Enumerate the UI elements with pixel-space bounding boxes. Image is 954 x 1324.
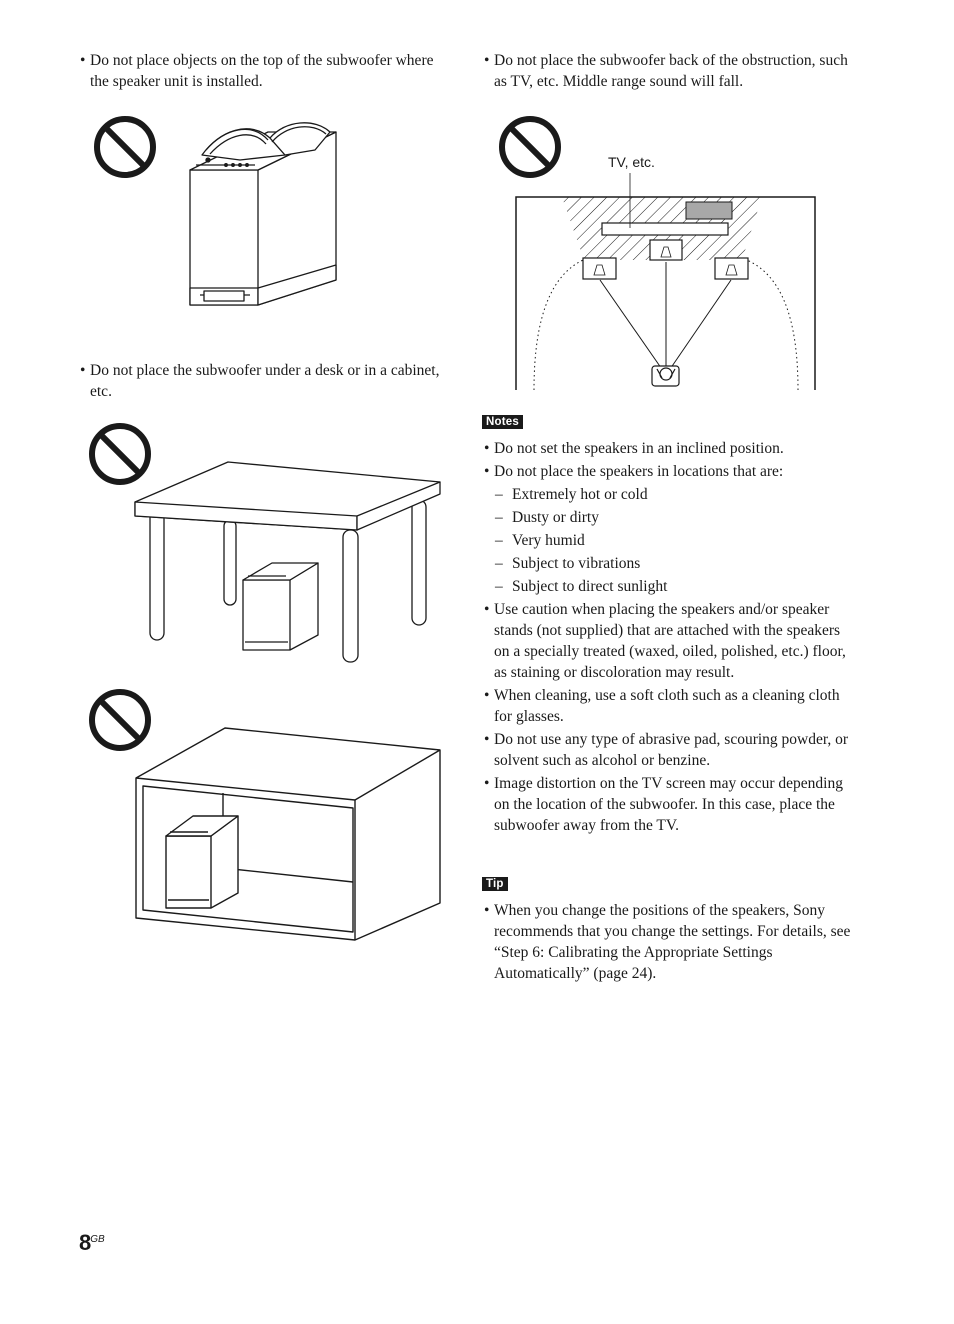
dash-mark: – bbox=[495, 578, 503, 595]
subwoofer-with-book-illustration bbox=[80, 110, 360, 315]
notes-list bbox=[482, 438, 854, 836]
notes-item bbox=[482, 599, 854, 683]
subwoofer-under-desk-illustration bbox=[80, 420, 450, 670]
notes-subitem-text: Very humid bbox=[512, 532, 585, 549]
prohibition-icon bbox=[97, 119, 153, 175]
bullet-item bbox=[78, 50, 450, 92]
bullet-mark: • bbox=[80, 52, 86, 69]
notes-subitem bbox=[482, 576, 854, 597]
prohibition-icon bbox=[502, 119, 558, 175]
notes-item-text: Use caution when placing the speakers and/or speaker stands (not supplied) that are attached with the speakers on a specially treated (waxed, oiled, polished, etc.) floor, as staining or discoloration may result. bbox=[494, 601, 846, 681]
bullet-mark: • bbox=[80, 362, 86, 379]
notes-subitem bbox=[482, 530, 854, 551]
notes-item bbox=[482, 461, 854, 482]
page-number bbox=[79, 1230, 105, 1256]
tip-label: Tip bbox=[482, 877, 508, 891]
subwoofer-in-cabinet-illustration bbox=[80, 688, 450, 946]
prohibition-icon bbox=[92, 692, 148, 748]
page-number-value: 8 bbox=[79, 1230, 91, 1255]
bullet-mark: • bbox=[484, 601, 490, 618]
right-column bbox=[482, 50, 854, 92]
tip-text: When you change the positions of the speakers, Sony recommends that you change the settings. For details, see “Step 6: Calibrating the Appropriate Settings Automatically” (page 24). bbox=[494, 902, 851, 982]
bullet-mark: • bbox=[484, 52, 490, 69]
tv-label: TV, etc. bbox=[608, 154, 655, 170]
notes-subitem-text: Subject to vibrations bbox=[512, 555, 641, 572]
notes-label: Notes bbox=[482, 415, 523, 429]
notes-item bbox=[482, 729, 854, 771]
notes-item bbox=[482, 685, 854, 727]
notes-item bbox=[482, 438, 854, 459]
notes-item-text: When cleaning, use a soft cloth such as a cleaning cloth for glasses. bbox=[494, 687, 840, 725]
bullet-mark: • bbox=[484, 687, 490, 704]
page-number-suffix: GB bbox=[90, 1233, 105, 1245]
dash-mark: – bbox=[495, 509, 503, 526]
bullet-mark: • bbox=[484, 775, 490, 792]
dash-mark: – bbox=[495, 486, 503, 503]
bullet-item bbox=[78, 360, 450, 402]
notes-item-text: Do not set the speakers in an inclined position. bbox=[494, 440, 784, 457]
notes-subitem-text: Extremely hot or cold bbox=[512, 486, 648, 503]
bullet-text: Do not place objects on the top of the subwoofer where the speaker unit is installed. bbox=[90, 52, 434, 90]
left-column bbox=[78, 50, 450, 92]
notes-subitem-text: Subject to direct sunlight bbox=[512, 578, 668, 595]
prohibition-icon bbox=[92, 426, 148, 482]
bullet-mark: • bbox=[484, 902, 490, 919]
notes-item-text: Image distortion on the TV screen may occur depending on the location of the subwoofer. In this case, place the subwoofer away from the TV. bbox=[494, 775, 843, 834]
notes-subitem bbox=[482, 553, 854, 574]
bullet-mark: • bbox=[484, 440, 490, 457]
notes-item bbox=[482, 773, 854, 836]
tip-item bbox=[482, 900, 854, 984]
room-layout-diagram bbox=[490, 110, 830, 395]
notes-section bbox=[482, 412, 854, 838]
bullet-mark: • bbox=[484, 731, 490, 748]
bullet-text: Do not place the subwoofer back of the obstruction, such as TV, etc. Middle range sound will fall. bbox=[494, 52, 848, 90]
notes-item-text: Do not place the speakers in locations that are: bbox=[494, 463, 784, 480]
bullet-mark: • bbox=[484, 463, 490, 480]
left-column-second bbox=[78, 360, 450, 402]
bullet-item bbox=[482, 50, 854, 92]
notes-subitem bbox=[482, 484, 854, 505]
bullet-text: Do not place the subwoofer under a desk or in a cabinet, etc. bbox=[90, 362, 440, 400]
dash-mark: – bbox=[495, 555, 503, 572]
notes-item-text: Do not use any type of abrasive pad, scouring powder, or solvent such as alcohol or benzine. bbox=[494, 731, 849, 769]
notes-subitem-text: Dusty or dirty bbox=[512, 509, 599, 526]
tip-section bbox=[482, 874, 854, 984]
notes-subitem bbox=[482, 507, 854, 528]
dash-mark: – bbox=[495, 532, 503, 549]
